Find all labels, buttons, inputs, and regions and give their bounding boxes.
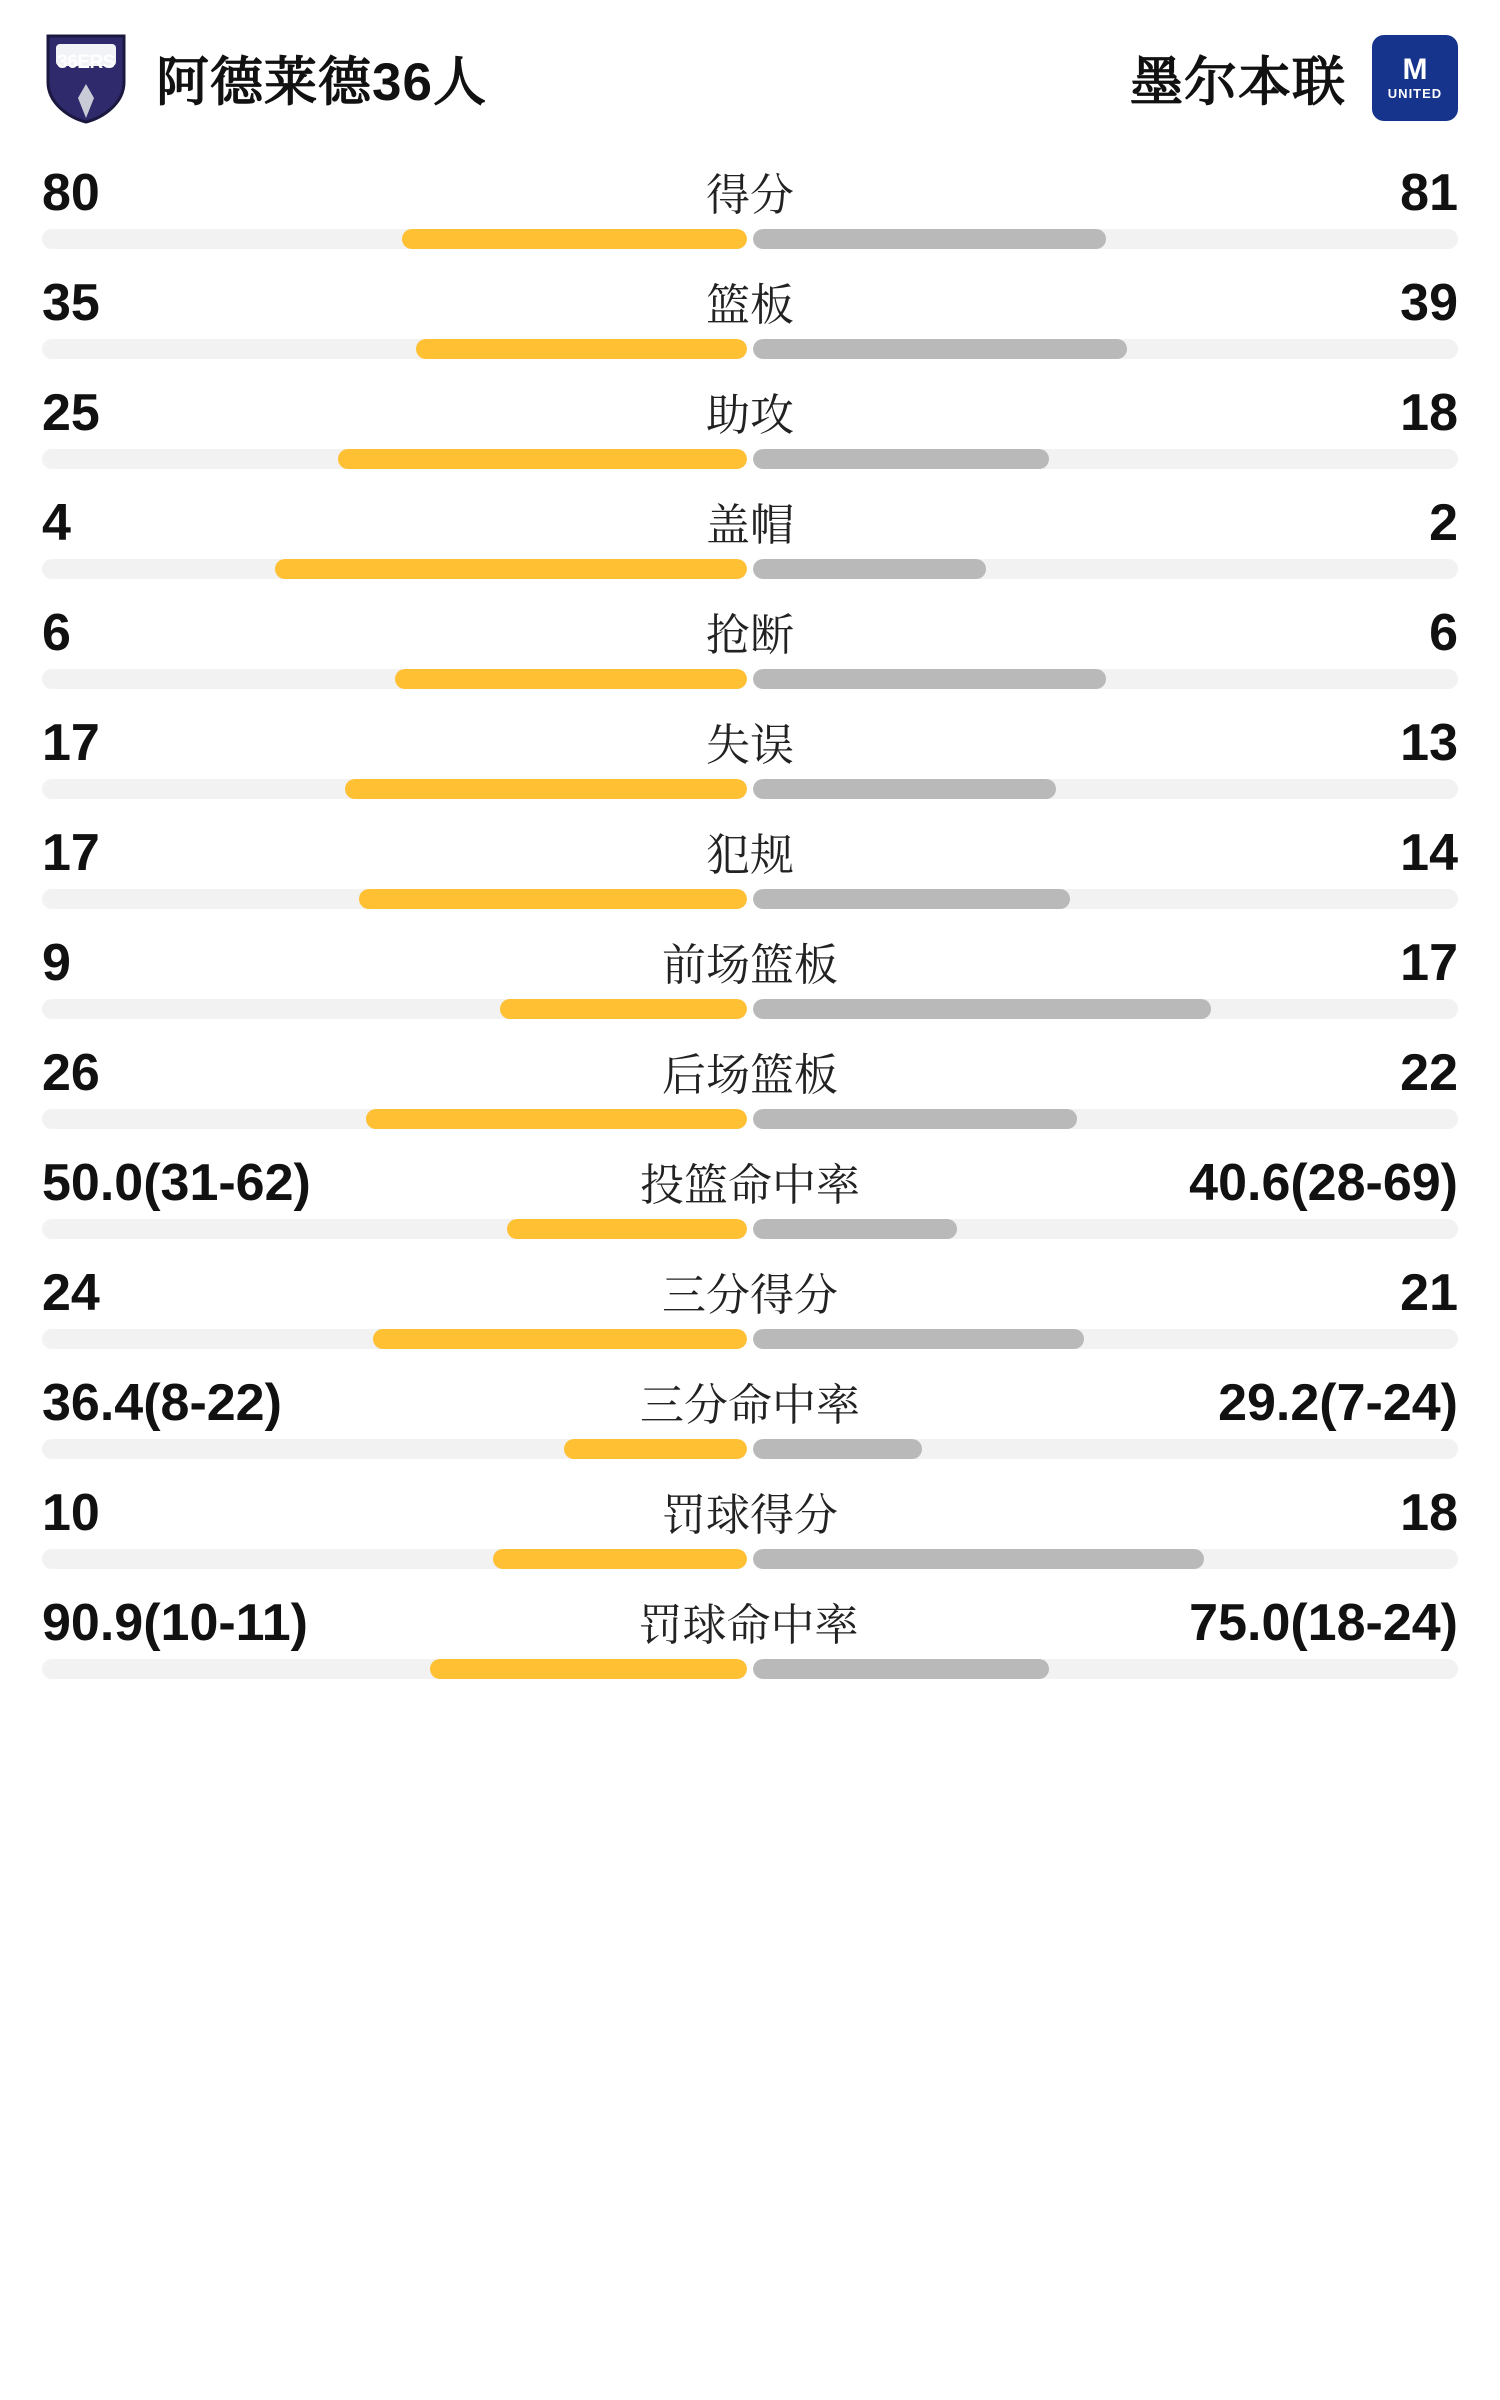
- away-stat-value: 21: [1400, 1264, 1458, 1322]
- away-stat-value: 18: [1400, 1484, 1458, 1542]
- home-bar-track: [42, 1219, 747, 1239]
- away-bar-track: [753, 1109, 1458, 1129]
- home-bar-fill: [493, 1549, 747, 1569]
- stat-label: 得分: [706, 171, 794, 220]
- away-bar-track: [753, 1659, 1458, 1679]
- home-bar-fill: [500, 999, 747, 1019]
- away-bar-track: [753, 1329, 1458, 1349]
- away-bar-track: [753, 1219, 1458, 1239]
- stat-label: 三分得分: [662, 1271, 838, 1320]
- stat-header: [42, 1369, 1458, 1439]
- stat-row: [42, 145, 1458, 255]
- away-stat-value: 39: [1400, 274, 1458, 332]
- stat-header: [42, 1589, 1458, 1659]
- away-bar-track: [753, 999, 1458, 1019]
- stat-label: 犯规: [706, 831, 794, 880]
- stat-row: [42, 1355, 1458, 1465]
- home-stat-value: 35: [42, 274, 100, 332]
- away-bar-track: [753, 779, 1458, 799]
- away-bar-fill: [753, 1549, 1204, 1569]
- away-bar-fill: [753, 1109, 1077, 1129]
- home-bar-fill: [564, 1439, 747, 1459]
- stat-bars: [42, 1219, 1458, 1239]
- home-team: [42, 32, 487, 124]
- stat-row: [42, 1135, 1458, 1245]
- stat-label: 盖帽: [706, 501, 794, 550]
- home-stat-value: 17: [42, 824, 100, 882]
- away-bar-track: [753, 339, 1458, 359]
- stat-header: [42, 1149, 1458, 1219]
- away-stat-value: 14: [1400, 824, 1458, 882]
- away-bar-fill: [753, 669, 1106, 689]
- away-bar-track: [753, 1549, 1458, 1569]
- home-crest-label: 36ERS: [57, 51, 115, 73]
- stat-label: 前场篮板: [662, 941, 838, 990]
- away-bar-track: [753, 559, 1458, 579]
- stat-label: 罚球命中率: [638, 1601, 859, 1650]
- away-crest-mark: M: [1402, 53, 1428, 86]
- stat-bars: [42, 449, 1458, 469]
- home-bar-fill: [430, 1659, 747, 1679]
- away-stat-value: 6: [1429, 604, 1458, 662]
- stat-row: [42, 805, 1458, 915]
- home-bar-track: [42, 1329, 747, 1349]
- home-bar-fill: [275, 559, 747, 579]
- home-stat-value: 80: [42, 164, 100, 222]
- away-bar-fill: [753, 889, 1070, 909]
- home-bar-fill: [402, 229, 747, 249]
- home-bar-track: [42, 779, 747, 799]
- stat-bars: [42, 1659, 1458, 1679]
- stat-label: 后场篮板: [662, 1051, 838, 1100]
- stat-header: [42, 709, 1458, 779]
- stat-header: [42, 1479, 1458, 1549]
- away-crest-word: UNITED: [1387, 86, 1443, 101]
- stat-label: 抢断: [706, 611, 794, 660]
- home-bar-fill: [366, 1109, 747, 1129]
- stat-header: [42, 929, 1458, 999]
- home-bar-fill: [345, 779, 747, 799]
- home-bar-fill: [338, 449, 747, 469]
- home-bar-track: [42, 1659, 747, 1679]
- away-stat-value: 18: [1400, 384, 1458, 442]
- away-stat-value: 22: [1400, 1044, 1458, 1102]
- away-bar-track: [753, 449, 1458, 469]
- stat-bars: [42, 889, 1458, 909]
- stat-row: [42, 255, 1458, 365]
- away-stat-value: 81: [1400, 164, 1458, 222]
- away-stat-value: 2: [1429, 494, 1458, 552]
- home-team-name: 阿德莱德36人: [156, 52, 487, 112]
- home-bar-track: [42, 1439, 747, 1459]
- stat-row: [42, 365, 1458, 475]
- away-bar-track: [753, 1439, 1458, 1459]
- stat-label: 助攻: [706, 391, 794, 440]
- away-bar-fill: [753, 1329, 1084, 1349]
- home-stat-value: 90.9(10-11): [42, 1594, 308, 1652]
- stat-row: [42, 1575, 1458, 1685]
- away-bar-fill: [753, 229, 1106, 249]
- away-bar-fill: [753, 559, 986, 579]
- home-stat-value: 36.4(8-22): [42, 1374, 282, 1432]
- stat-row: [42, 695, 1458, 805]
- home-bar-track: [42, 449, 747, 469]
- home-bar-track: [42, 559, 747, 579]
- stat-header: [42, 819, 1458, 889]
- home-stat-value: 9: [42, 934, 71, 992]
- away-team-crest-icon: [1372, 35, 1458, 121]
- home-bar-fill: [395, 669, 748, 689]
- away-bar-track: [753, 229, 1458, 249]
- away-bar-fill: [753, 1659, 1049, 1679]
- home-stat-value: 17: [42, 714, 100, 772]
- home-bar-track: [42, 1109, 747, 1129]
- stat-label: 投篮命中率: [640, 1161, 860, 1210]
- home-bar-track: [42, 229, 747, 249]
- stat-row: [42, 1465, 1458, 1575]
- home-bar-track: [42, 1549, 747, 1569]
- stat-header: [42, 1259, 1458, 1329]
- stat-bars: [42, 229, 1458, 249]
- stat-header: [42, 489, 1458, 559]
- away-bar-track: [753, 669, 1458, 689]
- stat-header: [42, 599, 1458, 669]
- home-team-crest-icon: [42, 32, 130, 124]
- stat-row: [42, 1025, 1458, 1135]
- away-bar-fill: [753, 339, 1127, 359]
- stat-bars: [42, 1439, 1458, 1459]
- home-stat-value: 4: [42, 494, 71, 552]
- away-stat-value: 40.6(28-69): [1189, 1154, 1458, 1212]
- stat-bars: [42, 1329, 1458, 1349]
- stat-label: 失误: [706, 721, 794, 770]
- home-stat-value: 26: [42, 1044, 100, 1102]
- stat-bars: [42, 1549, 1458, 1569]
- home-bar-track: [42, 999, 747, 1019]
- match-header: [42, 0, 1458, 145]
- away-bar-fill: [753, 449, 1049, 469]
- away-stat-value: 29.2(7-24): [1218, 1374, 1458, 1432]
- away-bar-fill: [753, 1439, 922, 1459]
- away-stat-value: 17: [1400, 934, 1458, 992]
- stat-row: [42, 475, 1458, 585]
- away-bar-fill: [753, 779, 1056, 799]
- home-bar-track: [42, 669, 747, 689]
- away-bar-track: [753, 889, 1458, 909]
- home-bar-fill: [416, 339, 747, 359]
- stats-comparison-list: [42, 145, 1458, 1685]
- stat-header: [42, 1039, 1458, 1109]
- home-stat-value: 25: [42, 384, 100, 442]
- away-bar-fill: [753, 1219, 957, 1239]
- stat-label: 篮板: [706, 281, 794, 330]
- away-team: [1130, 35, 1458, 121]
- stat-header: [42, 379, 1458, 449]
- stat-bars: [42, 1109, 1458, 1129]
- stat-bars: [42, 999, 1458, 1019]
- away-team-name: 墨尔本联: [1130, 52, 1346, 112]
- home-bar-track: [42, 889, 747, 909]
- home-bar-fill: [373, 1329, 747, 1349]
- home-bar-fill: [507, 1219, 747, 1239]
- stat-label: 罚球得分: [662, 1491, 838, 1540]
- stat-bars: [42, 669, 1458, 689]
- away-bar-fill: [753, 999, 1211, 1019]
- home-stat-value: 24: [42, 1264, 100, 1322]
- home-stat-value: 6: [42, 604, 71, 662]
- stat-label: 三分命中率: [640, 1381, 860, 1430]
- stat-row: [42, 585, 1458, 695]
- home-stat-value: 50.0(31-62): [42, 1154, 311, 1212]
- away-stat-value: 75.0(18-24): [1189, 1594, 1458, 1652]
- home-bar-fill: [359, 889, 747, 909]
- stat-bars: [42, 339, 1458, 359]
- away-stat-value: 13: [1400, 714, 1458, 772]
- home-bar-track: [42, 339, 747, 359]
- home-stat-value: 10: [42, 1484, 100, 1542]
- stat-bars: [42, 559, 1458, 579]
- stat-row: [42, 1245, 1458, 1355]
- stat-row: [42, 915, 1458, 1025]
- stat-bars: [42, 779, 1458, 799]
- stat-header: [42, 269, 1458, 339]
- stat-header: [42, 159, 1458, 229]
